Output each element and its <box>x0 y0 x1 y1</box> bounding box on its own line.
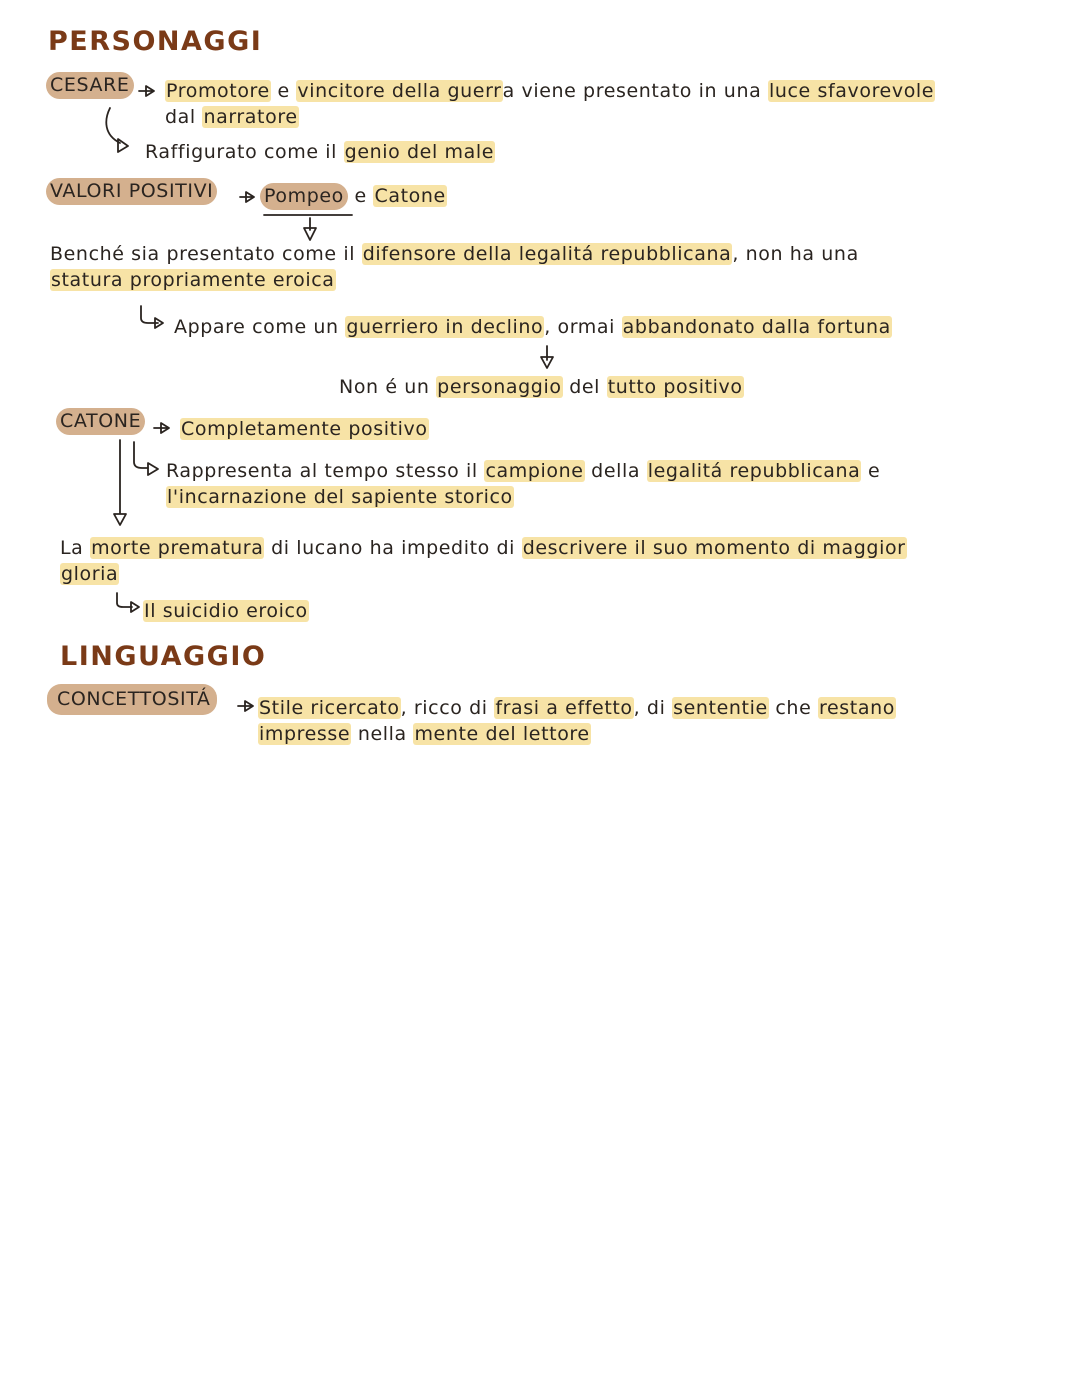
valori-line <box>260 183 447 209</box>
text: , non ha una <box>732 243 859 265</box>
text: della <box>584 460 647 482</box>
highlight: vincitore della guerr <box>297 80 502 102</box>
text: di lucano ha impedito di <box>264 537 522 559</box>
highlight: narratore <box>203 106 298 128</box>
arrow-down-icon <box>304 218 316 240</box>
text: del <box>562 376 607 398</box>
concettosita-line-2 <box>258 721 591 747</box>
highlight: restano <box>819 697 895 719</box>
text: che <box>768 697 819 719</box>
heading-linguaggio: LINGUAGGIO <box>60 641 267 672</box>
text: nella <box>351 723 414 745</box>
text: Raffigurato come il <box>145 141 344 163</box>
tag-label: VALORI POSITIVI <box>46 178 217 205</box>
arrow-head-icon <box>131 602 139 612</box>
highlight: l'incarnazione del sapiente storico <box>167 486 513 508</box>
text: e <box>270 80 297 102</box>
catone-line-1 <box>180 416 429 442</box>
concettosita-line-1 <box>258 695 896 721</box>
highlight: genio del male <box>344 141 494 163</box>
pompeo-line-3 <box>174 314 892 340</box>
text: , ormai <box>544 316 622 338</box>
highlight: Il suicidio eroico <box>144 600 308 622</box>
tag-valori-positivi <box>46 180 217 202</box>
text: La <box>60 537 91 559</box>
tag-concettosita <box>47 688 217 710</box>
highlight: Catone <box>374 185 446 207</box>
hook-arrow-icon <box>141 306 158 323</box>
text: Rappresenta al tempo stesso il <box>166 460 485 482</box>
catone-line-4 <box>60 535 907 561</box>
highlight: descrivere il suo momento di maggior <box>522 537 906 559</box>
curve-arrow-icon <box>106 108 120 143</box>
text: dal <box>165 106 203 128</box>
arrow-down-icon <box>114 440 126 525</box>
highlight: luce sfavorevole <box>768 80 935 102</box>
arrow-right-icon <box>154 423 169 433</box>
heading-personaggi: PERSONAGGI <box>48 26 263 57</box>
pompeo-line-2 <box>50 267 336 293</box>
arrow-head-icon <box>148 463 158 475</box>
highlight: guerriero in declino <box>346 316 544 338</box>
text: Non é un <box>339 376 437 398</box>
arrow-right-icon <box>238 701 253 711</box>
text: e <box>861 460 881 482</box>
text: e <box>347 185 374 207</box>
cesare-line-1 <box>165 78 935 104</box>
hook-arrow-icon <box>134 442 148 468</box>
highlight: Stile ricercato <box>259 697 400 719</box>
tag-label: CESARE <box>46 72 134 99</box>
highlight: statura propriamente eroica <box>51 269 335 291</box>
tag-catone <box>56 410 145 432</box>
highlight: difensore della legalitá repubblicana <box>362 243 732 265</box>
pompeo-pill: Pompeo <box>260 183 348 210</box>
arrow-right-icon <box>240 192 254 202</box>
arrow-head-icon <box>155 318 163 328</box>
pompeo-line-1 <box>50 241 859 267</box>
highlight: legalitá repubblicana <box>647 460 861 482</box>
tag-label: CATONE <box>56 408 145 435</box>
catone-line-3 <box>166 484 514 510</box>
text: , ricco di <box>400 697 495 719</box>
highlight: abbandonato dalla fortuna <box>622 316 891 338</box>
tag-label: CONCETTOSITÁ <box>47 684 217 715</box>
highlight: gloria <box>61 563 119 585</box>
catone-line-6 <box>143 598 309 624</box>
highlight: sententie <box>673 697 768 719</box>
highlight: Completamente positivo <box>181 418 428 440</box>
arrow-down-icon <box>541 346 553 368</box>
highlight: mente del lettore <box>414 723 590 745</box>
cesare-line-2 <box>165 104 299 130</box>
text: Benché sia presentato come il <box>50 243 362 265</box>
cesare-line-3 <box>145 139 495 165</box>
text: Appare come un <box>174 316 346 338</box>
highlight: frasi a effetto <box>495 697 633 719</box>
highlight: impresse <box>259 723 351 745</box>
arrow-right-icon <box>139 86 154 96</box>
pompeo-line-4 <box>339 374 744 400</box>
highlight: campione <box>485 460 584 482</box>
catone-line-5 <box>60 561 119 587</box>
highlight: morte prematura <box>91 537 264 559</box>
highlight: personaggio <box>437 376 562 398</box>
arrow-head-icon <box>118 139 128 152</box>
hook-arrow-icon <box>117 593 132 607</box>
text: a viene presentato in una <box>502 80 768 102</box>
text: , di <box>633 697 673 719</box>
highlight: tutto positivo <box>607 376 743 398</box>
tag-cesare <box>46 74 134 96</box>
catone-line-2 <box>166 458 880 484</box>
highlight: Promotore <box>166 80 270 102</box>
